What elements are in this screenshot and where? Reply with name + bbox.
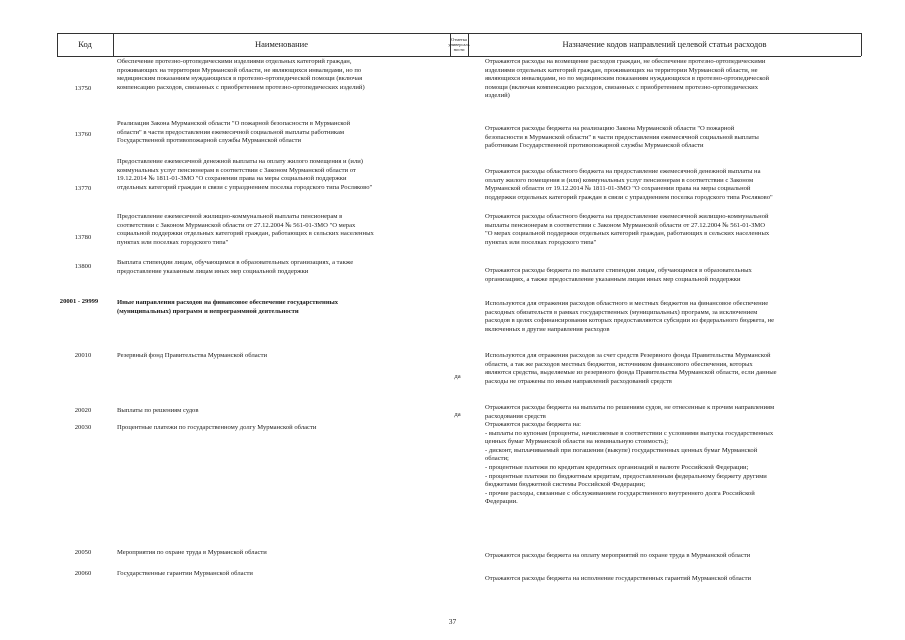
row-code: 20010	[74, 352, 92, 359]
row-description-line: расходных обязательств в рамках государственных (муниципальных) программ, за исключением	[485, 308, 758, 316]
row-description	[485, 575, 861, 584]
row-description	[485, 267, 861, 284]
row-description-line: Отражаются расходы бюджета на реализацию Закона Мурманской области "О пожарной	[485, 125, 735, 132]
row-description-line: являются средства, выделяемые из резервного фонда Правительства Мурманской области, если данные	[485, 369, 777, 377]
row-description-line: поддержки отдельных категорий граждан в связи с упразднением поселка городского типа Росляково"	[485, 193, 773, 201]
row-name-line: медицинским показаниям нуждающихся в протезно-ортопедической помощи (включая	[117, 75, 363, 83]
row-name	[117, 549, 447, 558]
row-description	[485, 404, 861, 421]
row-name	[117, 58, 447, 92]
row-name-line: 19.12.2014 № 1811-01-ЗМО "О сохранении права на меры социальной поддержки	[117, 175, 347, 183]
row-description-line: области, а так же расходов местных бюджетов, источником финансового обеспечения, которых	[485, 360, 753, 368]
row-description-line: - процентные платежи по кредитам кредитных организаций в валюте Российской Федерации;	[485, 463, 749, 471]
row-code: 13770	[74, 185, 92, 192]
row-universality-flag: да	[454, 411, 461, 418]
row-name-line: Иные направления расходов на финансовое обеспечение государственных	[117, 299, 339, 306]
row-code: 20050	[74, 549, 92, 556]
row-description-line: изделиями отдельных категорий граждан, проживающих на территории Мурманской области, не	[485, 66, 758, 74]
row-description-line: включенных в другие направления расходов	[485, 325, 610, 333]
row-name-line: Резервный фонд Правительства Мурманской области	[117, 352, 267, 359]
row-name-line: предоставление указанным лицам иных мер социальной поддержки	[117, 267, 309, 275]
row-code: 20060	[74, 570, 92, 577]
row-description-line: Отражаются расходы областного бюджета на предоставление ежемесячной денежной выплаты на	[485, 168, 761, 175]
header-bottom-border	[57, 56, 861, 57]
row-name-line: компенсацию расходов, связанных с приобретением протезно-ортопедических изделий)	[117, 83, 365, 91]
row-name-line: Выплата стипендии лицам, обучающимся в образовательных организациях, а также	[117, 259, 354, 266]
header-flag-line: Отметка	[451, 36, 467, 42]
row-code: 13760	[74, 131, 92, 138]
header-flag-line: ности	[453, 47, 465, 53]
header-name: Наименование	[255, 39, 308, 50]
row-description-line: Отражаются расходы бюджета на:	[485, 421, 582, 428]
row-name-line: Реализация Закона Мурманской области "О пожарной безопасности в Мурманской	[117, 120, 351, 127]
row-description-line: расходов в целях софинансирования которых предоставляются субсидии из федерального бюджета, не	[485, 317, 775, 325]
header-description: Назначение кодов направлений целевой статьи расходов	[562, 39, 767, 50]
row-description-line: являющихся инвалидами, но по медицинским показаниям нуждающихся в протезно-ортопедической	[485, 75, 770, 83]
row-description-line: "О мерах социальной поддержки отдельных категорий граждан, работающих в сельских населенных	[485, 230, 770, 238]
header-divider	[861, 33, 862, 56]
row-description-line: Отражаются расходы бюджета по выплате стипендии лицам, обучающимся в образовательных	[485, 267, 752, 274]
row-name	[117, 259, 447, 276]
row-description-line: ценных бумаг Мурманской области на номинальную стоимость);	[485, 438, 669, 446]
row-description	[485, 58, 861, 101]
row-description	[485, 168, 861, 202]
row-name-line: пунктах или поселках городского типа"	[117, 238, 229, 246]
row-description	[485, 421, 861, 507]
row-description	[485, 552, 861, 561]
row-description-line: Мурманской области от 19.12.2014 № 1811-01-ЗМО "О сохранении права на меры социальной	[485, 185, 751, 193]
row-name-line: Предоставление ежемесячной жилищно-коммунальной выплаты пенсионерам в	[117, 213, 343, 220]
row-description-line: Отражаются расходы бюджета на исполнение государственных гарантий Мурманской области	[485, 575, 751, 582]
row-description-line: Федерации.	[485, 498, 518, 506]
row-description-line: Отражаются расходы областного бюджета на предоставление ежемесячной жилищно-коммунальной	[485, 213, 769, 220]
row-name-line: Государственные гарантии Мурманской области	[117, 570, 253, 577]
row-code: 13780	[74, 234, 92, 241]
row-description-line: расходы не отражены по иным направлений расходований средств	[485, 377, 672, 385]
row-description-line: - процентные платежи по бюджетным кредитам, предоставленным федеральному бюджету другими	[485, 472, 767, 480]
row-description-line: безопасности в Мурманской области" в части предоставления ежемесячной социальной выплаты	[485, 133, 759, 141]
row-description	[485, 213, 861, 247]
row-description-line: - дисконт, выплачиваемый при погашении (выкупе) государственных ценных бумаг Мурманской	[485, 446, 758, 454]
row-name-line: Предоставление ежемесячной денежной выплаты на оплату жилого помещения и (или)	[117, 158, 363, 165]
row-description-line: Отражаются расходы бюджета на оплату мероприятий по охране труда в Мурманской области	[485, 552, 751, 559]
row-code: 13750	[74, 85, 92, 92]
row-name	[117, 352, 447, 361]
header-code: Код	[78, 39, 92, 50]
row-description-line: - прочие расходы, связанные с обслуживанием государственного внутреннего долга Российской	[485, 489, 755, 497]
row-universality-flag: да	[454, 373, 461, 380]
row-name-line: отдельных категорий граждан в связи с упразднением поселка городского типа Росляково"	[117, 183, 373, 191]
row-name-line: (муниципальных) программ и непрограммной деятельности	[117, 307, 299, 315]
header-flag-line: универсаль	[448, 41, 470, 47]
row-code: 13800	[74, 263, 92, 270]
row-description-line: организациях, а также предоставление указанным лицам иных мер социальной поддержки	[485, 275, 741, 283]
row-description-line: области;	[485, 455, 509, 463]
row-name-line: Процентные платежи по государственному долгу Мурманской области	[117, 424, 317, 431]
row-name-line: Мероприятия по охране труда в Мурманской области	[117, 549, 267, 556]
row-description	[485, 300, 861, 334]
row-name	[117, 424, 447, 433]
row-description	[485, 125, 861, 151]
row-description-line: работникам Государственной противопожарной службы Мурманской области	[485, 142, 704, 150]
row-name-line: Выплаты по решениям судов	[117, 407, 199, 414]
row-code: 20020	[74, 407, 92, 414]
row-name-line: Государственной противопожарной службы Мурманской области	[117, 137, 302, 145]
row-name	[117, 213, 447, 247]
row-description-line: Используются для отражения расходов областного и местных бюджетов на финансовое обеспечение	[485, 300, 769, 307]
row-description-line: оплату жилого помещения и (или) коммунальных услуг пенсионерам в соответствии с Законом	[485, 176, 754, 184]
row-name-line: коммунальных услуг пенсионерам в соответствии с Законом Мурманской области от	[117, 166, 356, 174]
row-name	[117, 299, 447, 316]
row-description-line: Используются для отражения расходов за счет средств Резервного фонда Правительства Мурманской	[485, 352, 771, 359]
row-code: 20001 - 29999	[59, 298, 99, 305]
row-description-line: Отражаются расходы на возмещение расходов граждан, не обеспечение протезно-ортопедическими	[485, 58, 766, 65]
row-name-line: проживающих на территории Мурманской области, не являющихся инвалидами, но по	[117, 66, 362, 74]
row-description-line: помощи (включая компенсацию расходов, связанных с приобретением протезно-ортопедических	[485, 83, 758, 91]
page-number: 37	[448, 617, 457, 626]
row-name	[117, 407, 447, 416]
row-name	[117, 120, 447, 146]
row-name-line: социальной поддержки отдельных категорий граждан, работающих в сельских населенных	[117, 230, 374, 238]
row-description-line: - выплаты по купонам (проценты, начисляемые в соответствии с условиями выпуска государственных	[485, 429, 774, 437]
row-name-line: Обеспечение протезно-ортопедическими изделиями отдельных категорий граждан,	[117, 58, 352, 65]
row-description-line: пунктах или поселках городского типа"	[485, 238, 597, 246]
row-description-line: изделий)	[485, 92, 510, 100]
row-name	[117, 570, 447, 579]
row-name-line: соответствии с Законом Мурманской области от 27.12.2004 № 561-01-ЗМО "О мерах	[117, 221, 356, 229]
row-description-line: выплаты пенсионерам в соответствии с Законом Мурманской области от 27.12.2004 № 561-01-ЗМО	[485, 221, 766, 229]
row-description	[485, 352, 861, 386]
row-description-line: расходования средств	[485, 412, 546, 420]
row-description-line: Отражаются расходы бюджета на выплаты по решениям судов, не отнесенные к прочим направлениям	[485, 404, 775, 411]
header-flag	[450, 33, 468, 56]
row-code: 20030	[74, 424, 92, 431]
row-description-line: бюджетами бюджетной системы Российской Федерации;	[485, 481, 646, 489]
row-name	[117, 158, 447, 192]
row-name-line: области" в части предоставления ежемесячной социальной выплаты работникам	[117, 128, 345, 136]
